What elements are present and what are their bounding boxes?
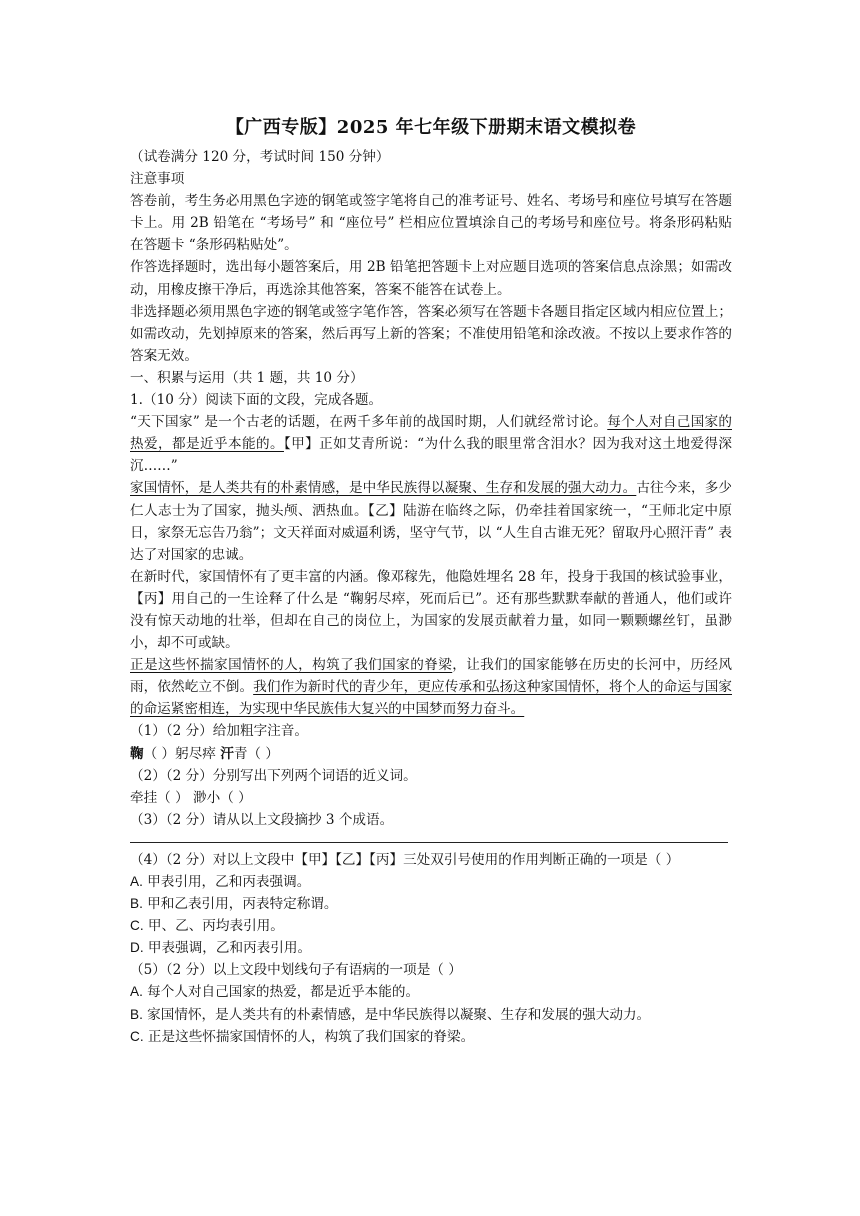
option-text: 甲和乙表引用，丙表特定称谓。	[147, 896, 338, 913]
option-c	[130, 915, 732, 937]
notice-paragraph-3: 非选择题必须用黑色字迹的钢笔或签字笔作答，答案必须写在答题卡各题目指定区域内相应位置上；如需改动，先划掉原来的答案，然后再写上新的答案；不准使用铅笔和涂改液。不按以上要求作答的答案无效。	[130, 303, 732, 364]
passage-text: “天下国家” 是一个古老的话题，在两千多年前的战国时期，人们就经常讨论。	[130, 414, 608, 431]
option-text: 甲表强调，乙和丙表引用。	[147, 940, 312, 957]
passage-text: ，让我们的国家能够在历史的长河中，历经风雨，依然屹立不倒。	[130, 657, 733, 696]
option-text: 每个人对自己国家的热爱，都是近乎本能的。	[147, 984, 420, 1001]
option-c	[130, 1026, 732, 1048]
sub-question-1-stem: （1）（2 分）给加粗字注音。	[130, 723, 308, 740]
option-label: B.	[130, 896, 143, 912]
exam-page	[130, 112, 732, 1048]
option-b	[130, 893, 732, 915]
option-text: 甲、乙、丙均表引用。	[147, 918, 284, 935]
sub-question-2-stem: （2）（2 分）分别写出下列两个词语的近义词。	[130, 767, 417, 784]
option-text: 家国情怀，是人类共有的朴素情感，是中华民族得以凝聚、生存和发展的强大动力。	[147, 1006, 651, 1023]
notice-paragraph-1: 答卷前，考生务必用黑色字迹的钢笔或签字笔将自己的准考证号、姓名、考场号和座位号填写在答题卡上。用 2B 铅笔在 “考场号” 和 “座位号” 栏相应位置填涂自己的考场号和座位号。将条形码粘贴在答题卡 “条形码粘贴处”。	[130, 193, 732, 254]
passage-text: 古往今来，多少仁人志士为了国家，抛头颅、洒热血。【乙】陆游在临终之际，仍牵挂着国家统一，“王师北定中原日，家祭无忘告乃翁”；文天祥面对威逼利诱，坚守气节，以 “人生自古谁无死？留取丹心照汗青” 表达了对国家的忠诚。	[130, 480, 733, 563]
passage-paragraph-2	[130, 477, 732, 565]
option-label: B.	[130, 1006, 143, 1022]
word-text: （ ）躬尽瘁	[143, 745, 216, 762]
notice-heading: 注意事项	[130, 171, 185, 188]
question-1-stem: 1.（10 分）阅读下面的文段，完成各题。	[130, 392, 383, 409]
option-a	[130, 981, 732, 1003]
option-label: C.	[130, 918, 144, 934]
option-a	[130, 871, 732, 893]
sub-question-1-words	[130, 743, 732, 765]
passage-paragraph-3: 在新时代，家国情怀有了更丰富的内涵。像邓稼先，他隐姓埋名 28 年，投身于我国的核试验事业，【丙】用自己的一生诠释了什么是 “鞠躬尽瘁，死而后已”。还有那些默默奉献的普通人，他们或许没有惊天动地的壮举，但却在自己的岗位上，为国家的发展贡献着力量，如同一颗颗螺丝钉，虽渺小，却不可或缺。	[130, 568, 732, 652]
exam-info: （试卷满分 120 分，考试时间 150 分钟）	[130, 149, 390, 165]
sub-question-4-stem: （4）（2 分）对以上文段中【甲】【乙】【丙】三处双引号使用的作用判断正确的一项是（ ）	[130, 851, 680, 868]
passage-paragraph-1	[130, 411, 732, 477]
underlined-sentence-c: 正是这些怀揣家国情怀的人，构筑了我们国家的脊梁	[130, 657, 453, 674]
passage-paragraph-4	[130, 654, 732, 720]
option-text: 甲表引用，乙和丙表强调。	[147, 874, 311, 890]
section-heading: 一、积累与运用（共 1 题，共 10 分）	[130, 369, 364, 386]
sub-question-3-stem: （3）（2 分）请从以上文段摘抄 3 个成语。	[130, 811, 394, 828]
option-label: C.	[130, 1028, 144, 1044]
option-b	[130, 1004, 732, 1026]
option-text: 正是这些怀揣家国情怀的人，构筑了我们国家的脊梁。	[147, 1028, 475, 1045]
option-d	[130, 937, 732, 959]
sub-question-2-words: 牵挂（ ） 渺小（ ）	[130, 789, 252, 806]
option-label: A.	[130, 874, 143, 889]
option-label: A.	[130, 984, 143, 1000]
passage-text: 【甲】正如艾青所说：“为什么我的眼里常含泪水？因为我对这土地爱得深沉……”	[130, 436, 732, 475]
sub-question-5-stem: （5）（2 分）以上文段中划线句子有语病的一项是（ ）	[130, 962, 462, 979]
page-title: 【广西专版】2025 年七年级下册期末语文模拟卷	[225, 117, 637, 138]
underlined-sentence-d: 我们作为新时代的青少年，更应传承和弘扬这种家国情怀，将个人的命运与国家的命运紧密相连，为实现中华民族伟大复兴的中国梦而努力奋斗。	[130, 679, 732, 718]
underlined-sentence-b: 家国情怀，是人类共有的朴素情感，是中华民族得以凝聚、生存和发展的强大动力。	[130, 480, 637, 497]
bold-character: 鞠	[130, 745, 144, 762]
bold-character: 汗	[220, 745, 234, 762]
option-label: D.	[130, 940, 144, 956]
answer-line	[130, 831, 728, 843]
word-text: 青（ ）	[233, 745, 279, 762]
notice-paragraph-2: 作答选择题时，选出每小题答案后，用 2B 铅笔把答题卡上对应题目选项的答案信息点涂黑；如需改动，用橡皮擦干净后，再选涂其他答案，答案不能答在试卷上。	[130, 259, 732, 298]
underlined-sentence-a: 每个人对自己国家的热爱，都是近乎本能的。	[130, 414, 732, 453]
